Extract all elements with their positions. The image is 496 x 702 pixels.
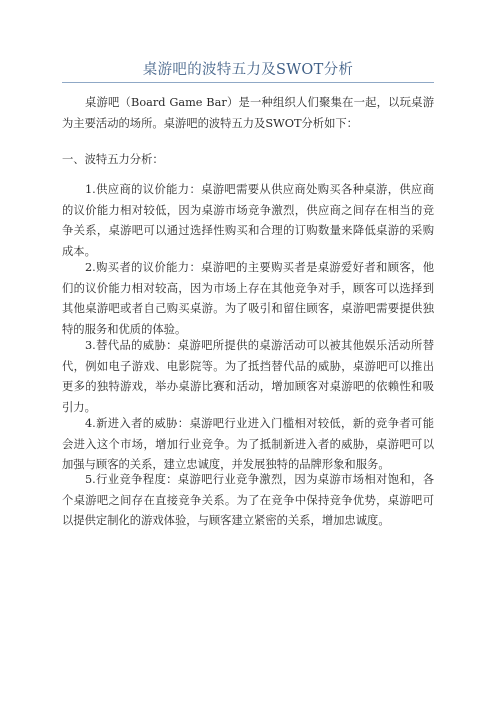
paragraph-new-entrant-threat: 4.新进入者的威胁：桌游吧行业进入门槛相对较低，新的竞争者可能会进入这个市场，增加行业竞争。为了抵制新进入者的威胁，桌游吧可以加强与顾客的关系，建立忠诚度，并发展独特的品牌形象和服务。 bbox=[62, 417, 434, 471]
intro-paragraph: 桌游吧（Board Game Bar）是一种组织人们聚集在一起，以玩桌游为主要活动的场所。桌游吧的波特五力及SWOT分析如下： bbox=[62, 96, 434, 130]
paragraph-supplier-power: 1.供应商的议价能力：桌游吧需要从供应商处购买各种桌游，供应商的议价能力相对较低，因为桌游市场竞争激烈，供应商之间存在相当的竞争关系，桌游吧可以通过选择性购买和合理的订购数量来降低桌游的采购成本。 bbox=[62, 183, 434, 258]
title-underline bbox=[62, 82, 434, 83]
paragraph-substitute-threat: 3.替代品的威胁：桌游吧所提供的桌游活动可以被其他娱乐活动所替代，例如电子游戏、电影院等。为了抵挡替代品的威胁，桌游吧可以推出更多的独特游戏，举办桌游比赛和活动，增加顾客对桌游吧的依赖性和吸引力。 bbox=[62, 339, 434, 414]
section-heading: 一、波特五力分析： bbox=[62, 153, 164, 166]
paragraph-buyer-power: 2.购买者的议价能力：桌游吧的主要购买者是桌游爱好者和顾客，他们的议价能力相对较高，因为市场上存在其他竞争对手，顾客可以选择到其他桌游吧或者自己购买桌游。为了吸引和留住顾客，桌游吧需要提供独特的服务和优质的体验。 bbox=[62, 261, 434, 336]
paragraph-industry-rivalry: 5.行业竞争程度：桌游吧行业竞争激烈，因为桌游市场相对饱和，各个桌游吧之间存在直接竞争关系。为了在竞争中保持竞争优势，桌游吧可以提供定制化的游戏体验，与顾客建立紧密的关系，增加忠诚度。 bbox=[62, 473, 434, 527]
document-title: 桌游吧的波特五力及SWOT分析 bbox=[142, 62, 354, 78]
